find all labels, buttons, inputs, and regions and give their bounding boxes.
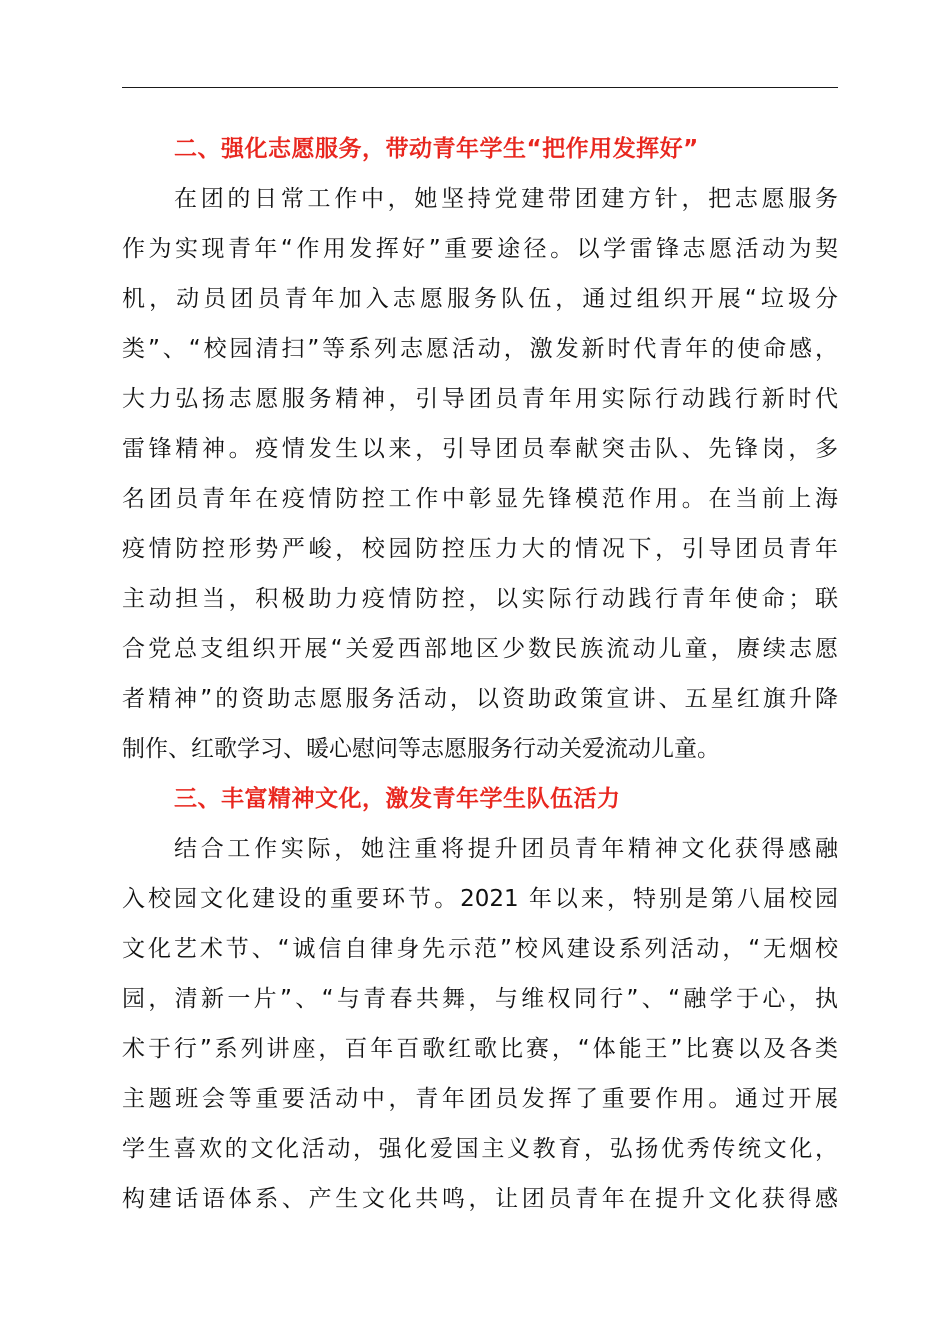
paragraph-line: 雷锋精神。疫情发生以来，引导团员奉献突击队、先锋岗，多 bbox=[122, 436, 838, 462]
paragraph-line: 类”、“校园清扫”等系列志愿活动，激发新时代青年的使命感， bbox=[122, 336, 838, 362]
paragraph-line: 作为实现青年“作用发挥好”重要途径。以学雷锋志愿活动为契 bbox=[122, 236, 838, 262]
paragraph-line: 主动担当，积极助力疫情防控，以实际行动践行青年使命；联 bbox=[122, 586, 838, 612]
paragraph-line: 疫情防控形势严峻，校园防控压力大的情况下，引导团员青年 bbox=[122, 536, 838, 562]
section-2-paragraph bbox=[122, 174, 838, 774]
paragraph-line: 文化艺术节、“诚信自律身先示范”校风建设系列活动，“无烟校 bbox=[122, 936, 838, 962]
paragraph-line: 园，清新一片”、“与青春共舞，与维权同行”、“融学于心，执 bbox=[122, 986, 838, 1012]
paragraph-line: 大力弘扬志愿服务精神，引导团员青年用实际行动践行新时代 bbox=[122, 386, 838, 412]
paragraph-line: 入校园文化建设的重要环节。2021 年以来，特别是第八届校园 bbox=[122, 886, 838, 912]
paragraph-line: 机，动员团员青年加入志愿服务队伍，通过组织开展“垃圾分 bbox=[122, 286, 838, 312]
header-rule bbox=[122, 87, 838, 88]
paragraph-line: 制作、红歌学习、暖心慰问等志愿服务行动关爱流动儿童。 bbox=[122, 736, 720, 762]
paragraph-line: 术于行”系列讲座，百年百歌红歌比赛，“体能王”比赛以及各类 bbox=[122, 1036, 838, 1062]
paragraph-line: 名团员青年在疫情防控工作中彰显先锋模范作用。在当前上海 bbox=[122, 486, 838, 512]
paragraph-line: 构建话语体系、产生文化共鸣，让团员青年在提升文化获得感 bbox=[122, 1186, 838, 1212]
section-3-paragraph bbox=[122, 824, 838, 1224]
document-body bbox=[122, 124, 838, 1224]
paragraph-line: 主题班会等重要活动中，青年团员发挥了重要作用。通过开展 bbox=[122, 1086, 838, 1112]
paragraph-line: 学生喜欢的文化活动，强化爱国主义教育，弘扬优秀传统文化， bbox=[122, 1136, 838, 1162]
paragraph-line: 者精神”的资助志愿服务活动，以资助政策宣讲、五星红旗升降 bbox=[122, 686, 838, 712]
paragraph-line: 在团的日常工作中，她坚持党建带团建方针，把志愿服务 bbox=[174, 186, 838, 212]
section-heading-2: 二、强化志愿服务，带动青年学生“把作用发挥好” bbox=[174, 136, 699, 162]
paragraph-line: 合党总支组织开展“关爱西部地区少数民族流动儿童，赓续志愿 bbox=[122, 636, 838, 662]
paragraph-line: 结合工作实际，她注重将提升团员青年精神文化获得感融 bbox=[174, 836, 838, 862]
section-heading-3: 三、丰富精神文化，激发青年学生队伍活力 bbox=[174, 786, 621, 812]
